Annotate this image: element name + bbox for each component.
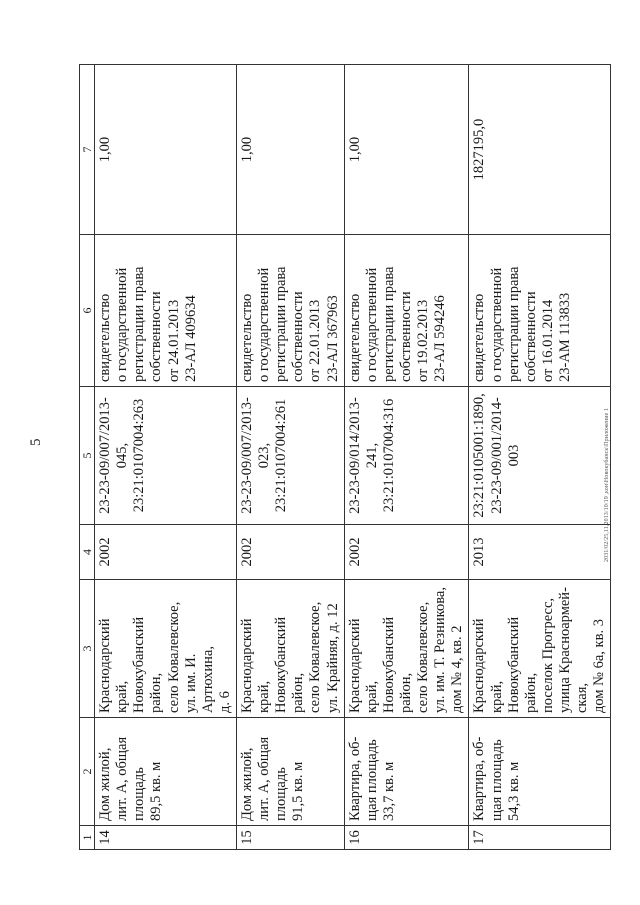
- column-number-4: 4: [80, 525, 95, 580]
- address-cell-line: Краснодарский край,: [239, 618, 273, 713]
- property-name-cell-line: 91,5 кв. м: [290, 761, 307, 821]
- cadastral-number-cell: [95, 387, 237, 525]
- registration-document-cell-line: свидетельство: [471, 293, 488, 382]
- table-row: [237, 65, 345, 850]
- property-name-cell-line: Квартира, об-: [346, 736, 363, 821]
- property-name-cell-line: Квартира, об-: [471, 736, 488, 821]
- cadastral-number-cell-line: 23-23-09/001/2014-003: [488, 397, 522, 514]
- address-cell: [95, 580, 237, 718]
- registration-document-cell: [469, 235, 611, 387]
- address-cell-line: село Ковалевское,: [165, 601, 182, 713]
- registration-document-cell-line: собственности: [398, 291, 415, 382]
- cadastral-number-cell-line: 23-23-09/007/2013-045,: [97, 397, 131, 514]
- cadastral-number-cell-line: 23:21:0107004:263: [131, 398, 148, 513]
- address-cell-line: Новокубанский район,: [505, 616, 539, 713]
- registration-document-cell-line: собственности: [148, 291, 165, 382]
- property-name-cell-line: щая площадь: [363, 739, 380, 821]
- property-name-cell-line: лит. А, общая: [256, 736, 273, 821]
- address-cell-line: Новокубанский район,: [273, 616, 307, 713]
- registration-document-cell-line: от 24.01.2013: [165, 299, 182, 382]
- table-row: [95, 65, 237, 850]
- registration-document-cell-line: регистрации права: [131, 266, 148, 382]
- cadastral-number-cell-line: 23:21:0107004:261: [273, 398, 290, 513]
- file-path-stamp: 2031/02/25,11,2013/10/19 ,кон\Новокубанск\Приложение 1: [604, 407, 610, 562]
- year-cell: 2002: [344, 525, 469, 580]
- column-number-1: 1: [80, 826, 95, 850]
- registration-document-cell-line: от 19.02.2013: [415, 299, 432, 382]
- year-cell: 2002: [95, 525, 237, 580]
- address-cell-line: ул. им. И. Артюхина,: [182, 646, 216, 713]
- registration-document-cell-line: собственности: [522, 291, 539, 382]
- year-cell: 2002: [237, 525, 345, 580]
- property-name-cell-line: Дом жилой,: [97, 747, 114, 821]
- cadastral-number-cell-line: 23:21:0107004:316: [380, 398, 397, 513]
- column-number-6: 6: [80, 235, 95, 387]
- address-cell-line: ул. им. Т. Резникова,: [432, 587, 449, 713]
- registration-document-cell-line: свидетельство: [239, 293, 256, 382]
- property-name-cell-line: Дом жилой,: [239, 747, 256, 821]
- registration-document-cell-line: от 22.01.2013: [307, 299, 324, 382]
- cadastral-number-cell: [469, 387, 611, 525]
- address-cell-line: дом № 4, кв. 2: [449, 625, 466, 713]
- cadastral-number-cell-line: 23-23-09/014/2013-241,: [346, 397, 380, 514]
- address-cell-line: поселок Прогресс,: [539, 597, 556, 713]
- property-name-cell-line: лит. А, общая: [114, 736, 131, 821]
- registration-document-cell-line: регистрации права: [273, 266, 290, 382]
- registration-document-cell-line: о государственной: [488, 267, 505, 382]
- registration-document-cell-line: 23-АЛ 409634: [182, 295, 199, 382]
- address-cell-line: село Ковалевское,: [415, 601, 432, 713]
- property-table-container: [79, 65, 611, 850]
- column-number-2: 2: [80, 718, 95, 826]
- address-cell-line: улица Красноармей-: [557, 587, 573, 713]
- address-cell-line: д. 6: [216, 691, 233, 713]
- value-cell: 1827195,0: [469, 65, 611, 235]
- row-number-cell: 17: [469, 826, 611, 850]
- property-table: [79, 64, 611, 850]
- cadastral-number-cell: [344, 387, 469, 525]
- property-name-cell: [469, 718, 611, 826]
- registration-document-cell-line: от 16.01.2014: [539, 299, 556, 382]
- property-name-cell-line: площадь: [131, 767, 148, 821]
- registration-document-cell-line: свидетельство: [346, 293, 363, 382]
- table-row: [469, 65, 611, 850]
- column-number-3: 3: [80, 580, 95, 718]
- registration-document-cell-line: 23-АЛ 367963: [324, 295, 341, 382]
- value-cell: 1,00: [237, 65, 345, 235]
- registration-document-cell-line: регистрации права: [505, 266, 522, 382]
- registration-document-cell-line: свидетельство: [97, 293, 114, 382]
- cadastral-number-cell-line: 23-23-09/007/2013-023,: [239, 397, 273, 514]
- property-name-cell-line: 54,3 кв. м: [505, 761, 522, 821]
- cadastral-number-cell: [237, 387, 345, 525]
- year-cell: 2013: [469, 525, 611, 580]
- row-number-cell: 16: [344, 826, 469, 850]
- address-cell-line: село Ковалевское,: [307, 601, 324, 713]
- value-cell: 1,00: [344, 65, 469, 235]
- registration-document-cell-line: о государственной: [256, 267, 273, 382]
- table-row: [344, 65, 469, 850]
- page-number: 5: [28, 438, 44, 446]
- address-cell-line: Краснодарский край,: [346, 618, 380, 713]
- address-cell: [237, 580, 345, 718]
- address-cell: [344, 580, 469, 718]
- cadastral-number-cell-line: 23:21:0105001:1890,: [471, 393, 488, 518]
- address-cell-line: Новокубанский район,: [380, 616, 415, 713]
- property-name-cell-line: 33,7 кв. м: [380, 761, 397, 821]
- column-number-row: [80, 65, 95, 850]
- registration-document-cell-line: 23-АЛ 594246: [432, 295, 449, 382]
- registration-document-cell: [344, 235, 469, 387]
- property-name-cell-line: щая площадь: [488, 739, 505, 821]
- property-name-cell-line: площадь: [273, 767, 290, 821]
- row-number-cell: 15: [237, 826, 345, 850]
- address-cell-line: Новокубанский район,: [131, 616, 165, 713]
- registration-document-cell-line: регистрации права: [380, 266, 397, 382]
- value-cell: 1,00: [95, 65, 237, 235]
- registration-document-cell-line: собственности: [290, 291, 307, 382]
- property-name-cell: [344, 718, 469, 826]
- address-cell-line: ул. Крайняя, д. 12: [324, 603, 341, 713]
- row-number-cell: 14: [95, 826, 237, 850]
- registration-document-cell-line: о государственной: [363, 267, 380, 382]
- address-cell-line: ская,: [574, 683, 591, 713]
- address-cell-line: Краснодарский край,: [97, 618, 131, 713]
- property-name-cell-line: 89,5 кв. м: [148, 761, 165, 821]
- registration-document-cell: [95, 235, 237, 387]
- registration-document-cell-line: 23-АМ 113833: [557, 292, 573, 382]
- property-name-cell: [237, 718, 345, 826]
- column-number-7: 7: [80, 65, 95, 235]
- column-number-5: 5: [80, 387, 95, 525]
- address-cell-line: дом № 6а, кв. 3: [591, 619, 608, 713]
- address-cell-line: Краснодарский край,: [471, 618, 505, 713]
- registration-document-cell: [237, 235, 345, 387]
- registration-document-cell-line: о государственной: [114, 267, 131, 382]
- property-name-cell: [95, 718, 237, 826]
- address-cell: [469, 580, 611, 718]
